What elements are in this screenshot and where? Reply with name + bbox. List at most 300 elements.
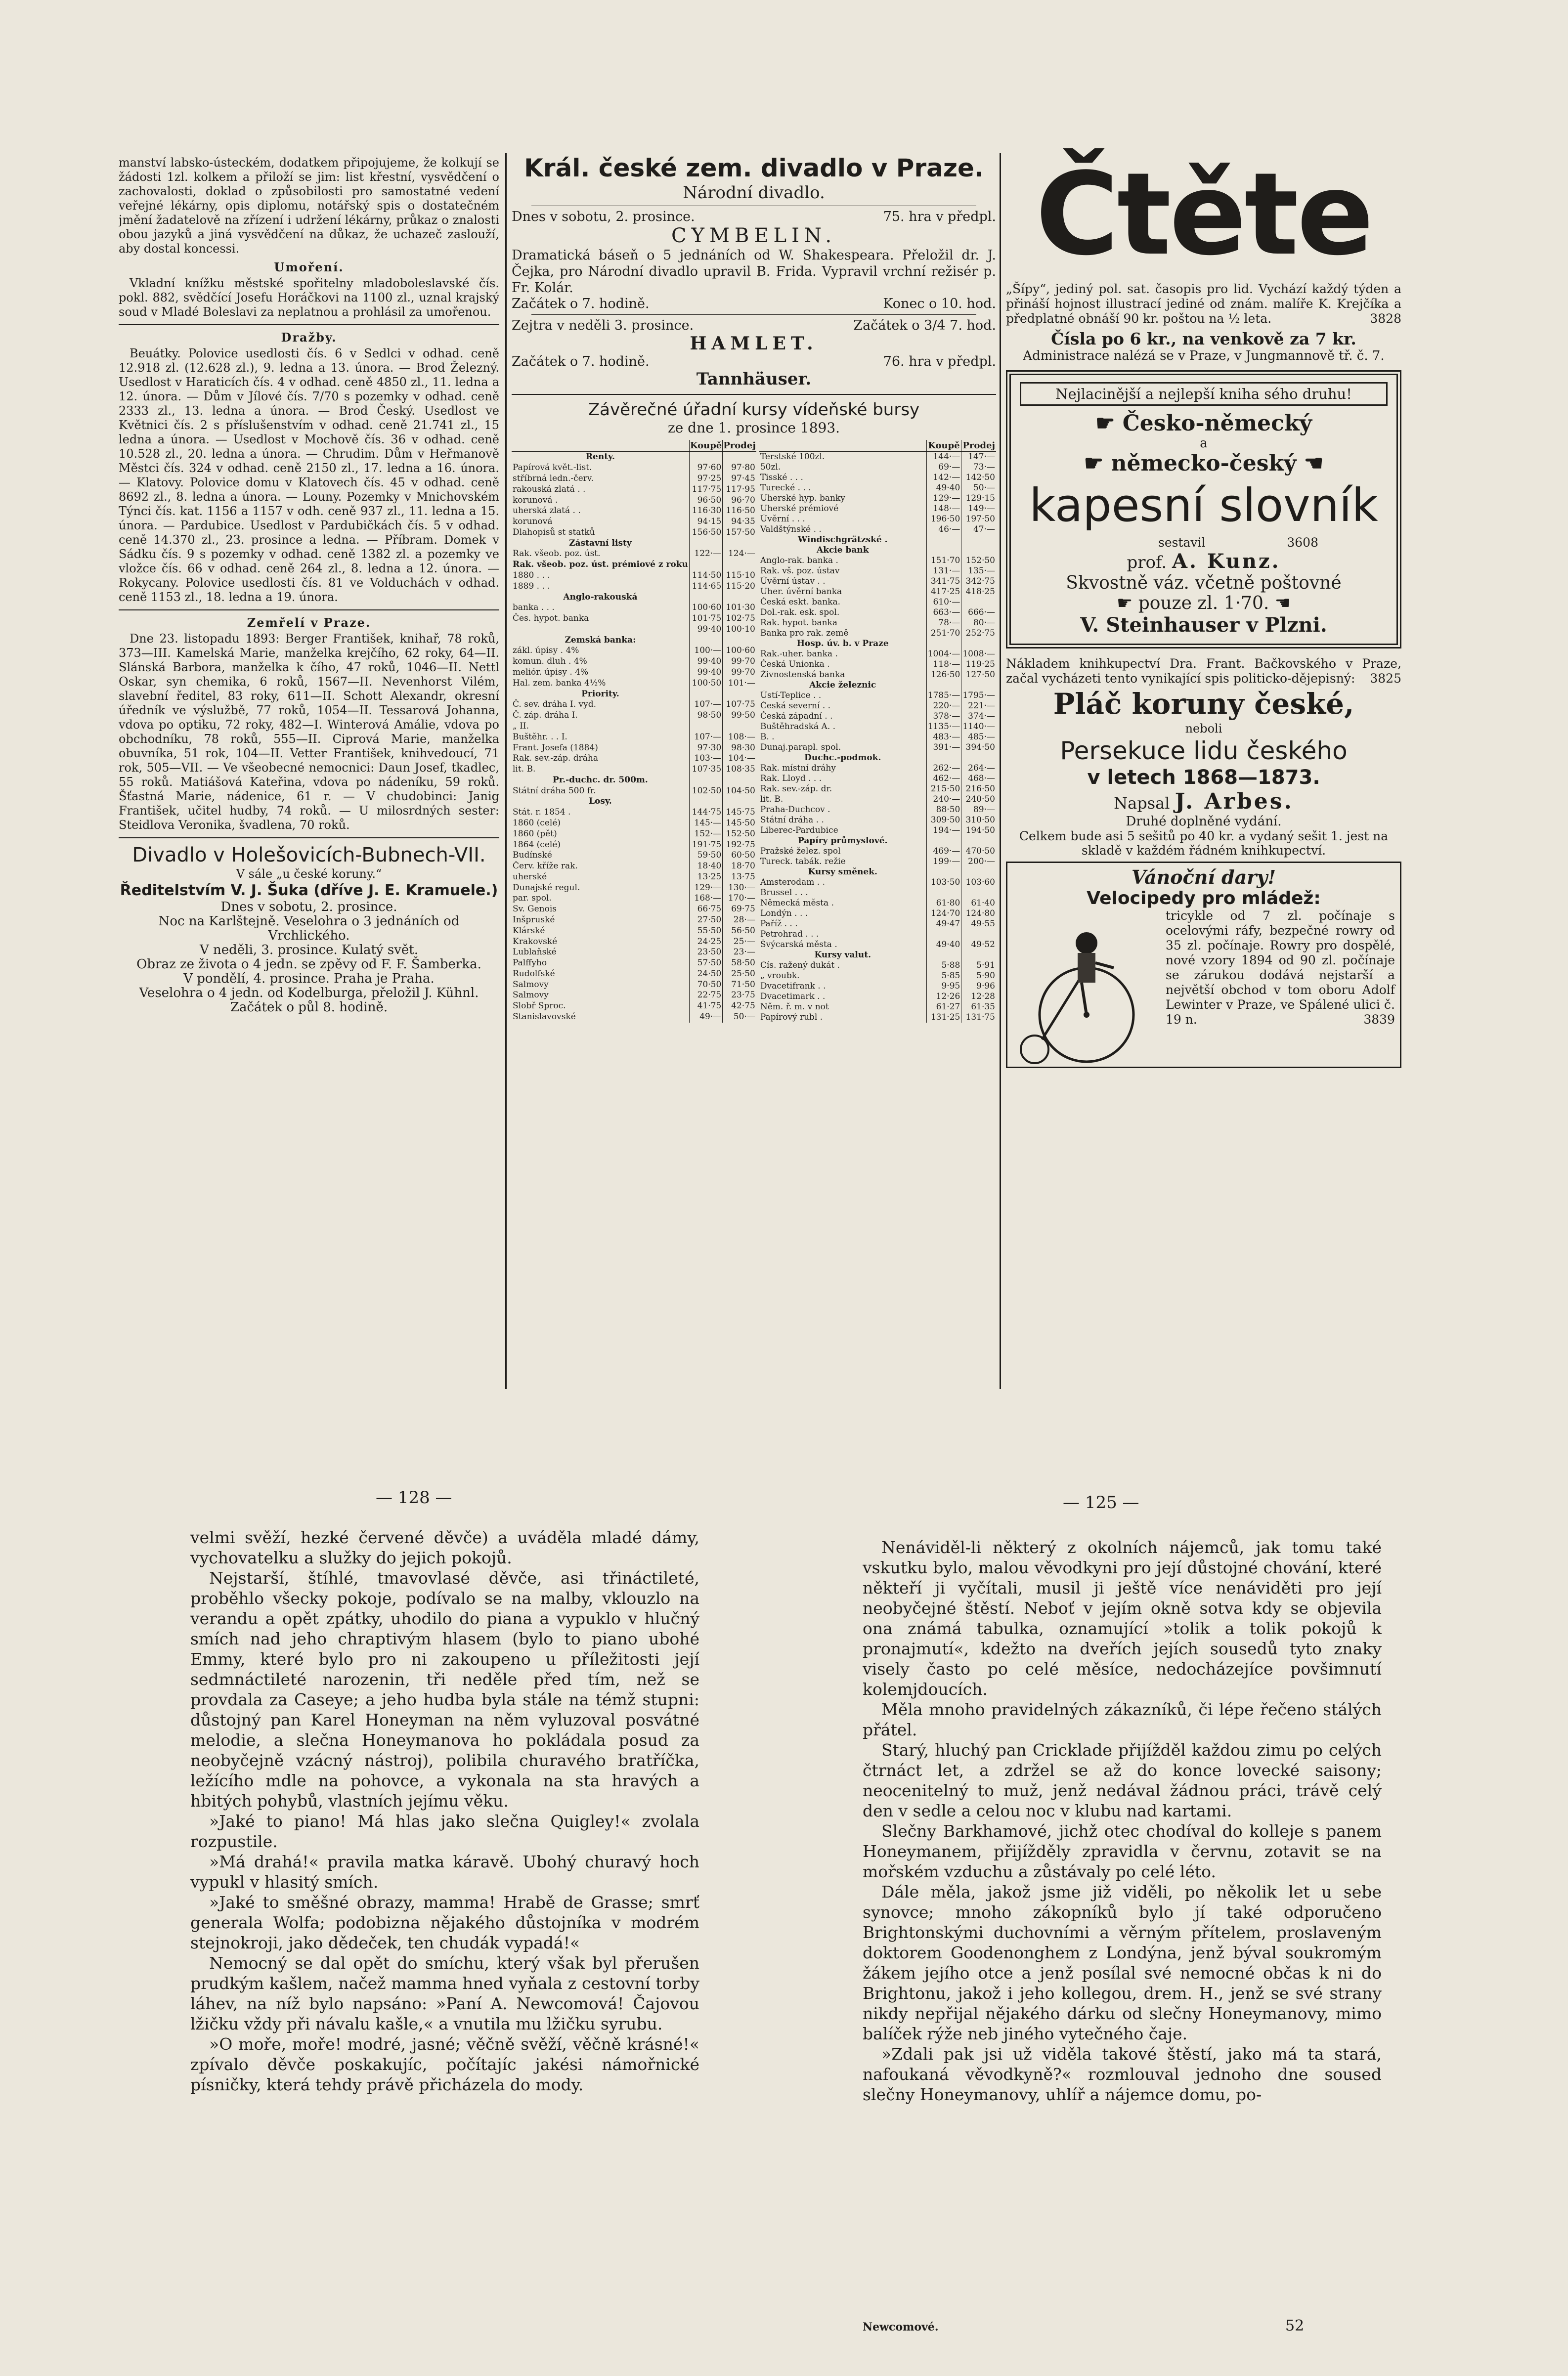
- book-subtitle: Persekuce lidu českého: [1060, 736, 1348, 765]
- bursa-buy: 61·80: [926, 898, 961, 908]
- bursa-row: [512, 871, 756, 882]
- book-paragraph: Slečny Barkhamové, jichž otec chodíval do kolleje s panem Honeymanem, přijížděly zpravidla v červnu, zotavit se na mořském vzduchu a zůstávaly po celé léto.: [863, 1821, 1382, 1881]
- bursa-label: zákl. úpisy . 4%: [513, 646, 579, 656]
- book-paragraph: »Jaké to směšné obrazy, mamma! Hrabě de Grasse; smrť generala Wolfa; podobizna nějakého důstojníka v modrém stejnokroji, jako dědeček, ten chudák vypadá!«: [190, 1893, 699, 1952]
- bursa-row: [512, 689, 756, 699]
- bursa-row: [759, 670, 996, 680]
- bursa-sell: 192·75: [723, 839, 756, 850]
- bursa-buy: 107·—: [689, 699, 722, 710]
- bursa-row: [759, 483, 996, 493]
- divider: [119, 609, 499, 610]
- pointing-hand-icon: ☚: [1296, 451, 1324, 476]
- dictionary-title-2: ☛ německo-český ☚: [1084, 451, 1324, 476]
- bursa-buy: [689, 538, 722, 549]
- bursa-label: Praha-Duchcov .: [760, 805, 830, 815]
- bursa-sell: 107·75: [723, 699, 756, 710]
- divider: [531, 314, 976, 315]
- bursa-buy: 5·88: [926, 960, 961, 971]
- bursa-label: Stanislavovské: [513, 1012, 576, 1022]
- book-page-left: [190, 1527, 699, 2328]
- bursa-buy: 41·75: [689, 1001, 722, 1012]
- intro-paragraph: manství labsko-ústeckém, dodatkem připojujeme, že kolkují se žádosti 1zl. kolkem a přiloží se jim: list křestní, vysvědčení o zachovalosti, doklad o způsobilosti pro samostatné vedení veřejné lékárny, opis diplomu, notářský spis o dostatečném jmění žadatelově na zřízení i udržení lékárny, průkaz o znalosti obou jazyků a jiná vysvědčení na důkaz, že uchazeč zaslouží, aby dostal koncessi.: [119, 156, 499, 256]
- bursa-sell: 101·—: [723, 678, 756, 689]
- bursa-label: Kursy směnek.: [808, 867, 877, 877]
- bursa-label: Česká Unionka .: [760, 659, 830, 669]
- bicycle-heading: Vánoční dary!: [1132, 866, 1276, 888]
- bursa-row: [759, 587, 996, 597]
- bursa-row: [759, 514, 996, 524]
- bursa-buy: [689, 452, 722, 463]
- bursa-label: Amsterodam . .: [760, 877, 825, 887]
- play-title: CYMBELIN.: [671, 224, 837, 247]
- bursa-buy: 24·25: [689, 936, 722, 947]
- bursa-sell: [961, 836, 996, 846]
- program-number: 76. hra v předpl.: [883, 354, 996, 369]
- bursa-label: Rudolfské: [513, 968, 555, 979]
- dictionary-price: ☛ pouze zl. 1·70. ☚: [1116, 593, 1291, 613]
- bursa-row: [512, 861, 756, 872]
- bursa-sell: 470·50: [961, 846, 996, 857]
- bursa-buy: 251·70: [926, 628, 961, 639]
- bursa-sell: 124·—: [723, 549, 756, 560]
- bursa-sell: 264·—: [961, 763, 996, 774]
- bursa-label: Rak. vš. poz. ústav: [760, 566, 840, 576]
- bursa-sell: 9·96: [961, 981, 996, 992]
- bursa-buy: [926, 639, 961, 649]
- bursa-sell: 104·50: [723, 785, 756, 796]
- umoreni-paragraph: Vkladní knížku městské spořitelny mladoboleslavské čís. pokl. 882, svědčící Josefu Horáčkovi na 1100 zl., uznal krajský soud v Mladé Boleslavi za neplatnou a prohlásil za umořenou.: [119, 276, 499, 319]
- bursa-buy: 46·—: [926, 524, 961, 535]
- bursa-label: Papírová květ.-list.: [513, 463, 592, 473]
- bursa-buy: 116·30: [689, 506, 722, 517]
- program-number: 75. hra v předpl.: [883, 209, 996, 224]
- bursa-sell: 49·55: [961, 919, 996, 929]
- bursa-label: Salmovy: [513, 990, 549, 1000]
- bursa-label: Něm. ř. m. v not: [760, 1002, 829, 1012]
- middle-column: [512, 153, 996, 1359]
- bursa-label: Dvacetimark . .: [760, 992, 826, 1001]
- bursa-sell: 56·50: [723, 925, 756, 936]
- dictionary-big-title: kapesní slovník: [1029, 479, 1378, 532]
- bursa-label: Zemská banka:: [565, 635, 636, 645]
- bursa-buy: [926, 929, 961, 940]
- bursa-sell: 104·—: [723, 753, 756, 764]
- bursa-buy: 103·—: [689, 753, 722, 764]
- bursa-sell: 1008·—: [961, 649, 996, 659]
- bursa-label: Německá města .: [760, 898, 834, 908]
- bursa-row: [759, 680, 996, 691]
- bursa-label: Rak. sev.-záp. dráha: [513, 753, 598, 764]
- right-column: [1006, 148, 1401, 1389]
- bursa-buy: 417·25: [926, 587, 961, 597]
- bursa-sell: 145·75: [723, 807, 756, 818]
- bursa-buy: 18·40: [689, 861, 722, 872]
- bursa-row: [759, 742, 996, 753]
- sipy-text: „Šípy“, jediný pol. sat. časopis pro lid. Vychází každý týden a přináší hojnost illustrací jediné od znám. malíře K. Krejčíka a předplatné obnáší 90 kr. poštou na ½ leta.: [1006, 282, 1401, 326]
- bursa-row: [512, 958, 756, 969]
- bursa-buy: 101·75: [689, 613, 722, 624]
- bursa-row: [512, 474, 756, 484]
- bursa-label: Sv. Genois: [513, 904, 557, 914]
- bursa-row: [512, 936, 756, 947]
- bursa-sell: 100·10: [723, 624, 756, 635]
- bursa-row: [759, 898, 996, 908]
- bursa-buy: 55·50: [689, 925, 722, 936]
- bursa-row: [759, 452, 996, 463]
- bursa-row: [759, 981, 996, 992]
- bursa-row: [512, 635, 756, 646]
- left-column: [119, 156, 499, 1362]
- bursa-row: [759, 691, 996, 701]
- bursa-sell: 97·80: [723, 463, 756, 474]
- bursa-label: Papíry průmyslové.: [798, 836, 888, 846]
- bursa-row: [759, 846, 996, 857]
- bursa-sell: 99·50: [723, 710, 756, 721]
- bursa-sell: [723, 592, 756, 603]
- bursa-sell: [961, 535, 996, 545]
- bursa-label: Uher. úvěrní banka: [760, 587, 842, 597]
- bursa-row: [512, 592, 756, 603]
- bursa-sell: 221·—: [961, 701, 996, 711]
- bursa-buy: 57·50: [689, 958, 722, 969]
- bursa-buy: [689, 775, 722, 785]
- bursa-row: [759, 535, 996, 545]
- bursa-sell: 100·60: [723, 646, 756, 656]
- bursa-row: [759, 566, 996, 576]
- bursa-row: [759, 649, 996, 659]
- book-paragraph: »Zdali pak jsi už viděla takové štěstí, jako má ta stará, nafoukaná věvodkyně?« rozmlouval jednoho dne soused slečny Honeymanovy, uhlíř a nájemce domu, po-: [863, 2044, 1382, 2104]
- bursa-sell: 73·—: [961, 462, 996, 473]
- sipy-ad: [1006, 282, 1401, 326]
- bursa-row: [759, 774, 996, 784]
- bursa-sell: [723, 775, 756, 785]
- bursa-label: Hosp. úv. b. v Praze: [796, 639, 889, 648]
- bursa-row: [512, 549, 756, 560]
- bursa-label: Pražské želez. spol: [760, 846, 841, 856]
- bursa-label: Petrohrad . . .: [760, 929, 819, 939]
- bursa-date: ze dne 1. prosince 1893.: [667, 420, 840, 436]
- bursa-buy: 126·50: [926, 670, 961, 680]
- bursa-buy: 168·—: [689, 893, 722, 904]
- zemreli-paragraph: Dne 23. listopadu 1893: Berger František, knihař, 78 roků, 373—III. Kamelská Marie, manželka krejčího, 62 roky, 64—II. Slánská Barbora, manželka k čího, 47 roků, 1046—II. Nettl Oskar, syn chemika, 6 roků, 1567—II. Nevenhorst Vilém, slavební ředitel, 83 roky, 611—II. Schott Alexandr, okresní úředník ve výslužbě, 77 roků, 1054—II. Tessarová Johanna, vdova po optiku, 72 roky, 482—I. Winterová Amálie, vdova po obchodníku, 78 roků, 555—II. Ciprová Marie, manželka obuvníka, 51 rok, 104—II. Vetter František, knihvedoucí, 71 rok, 505—VII. — Ve všeobecné nemocnici: Daun Josef, tkadlec, 55 roků. Matiášová Kateřina, vdova po nádeníku, 59 roků. Šťastná Marie, nádenice, 61 r. — V chudobinci: Janig František, učitel hudby, 74 roků. — U milosrdných sester: Steidlova Veronika, švadlena, 70 roků.: [119, 632, 499, 832]
- bursa-buy: 151·70: [926, 556, 961, 566]
- bursa-sell: 1795·—: [961, 691, 996, 701]
- divadlo-line: Začátek o půl 8. hodině.: [230, 1000, 388, 1015]
- bursa-label: Anglo-rak. banka .: [760, 556, 838, 565]
- bursa-row: [759, 722, 996, 732]
- dictionary-sestavil: sestavil: [1158, 535, 1206, 550]
- dictionary-author: prof. A. Kunz.: [1127, 550, 1281, 573]
- bursa-sell: 152·50: [961, 556, 996, 566]
- bursa-label: [512, 624, 689, 635]
- bursa-row: [759, 732, 996, 742]
- bursa-buy: [689, 796, 722, 807]
- bursa-sell: [961, 867, 996, 877]
- bursa-label: rakouská zlatá . .: [513, 484, 586, 494]
- bursa-row: [512, 796, 756, 807]
- bursa-label: Státní dráha 500 fr.: [513, 785, 596, 796]
- bursa-buy: 1785·—: [926, 691, 961, 701]
- bursa-buy: 1004·—: [926, 649, 961, 659]
- bursa-row: [759, 857, 996, 867]
- bursa-sell: 1140·—: [961, 722, 996, 732]
- bursa-buy: 148·—: [926, 504, 961, 514]
- bursa-sell: [723, 538, 756, 549]
- bursa-buy: 13·25: [689, 871, 722, 882]
- bursa-row: [759, 639, 996, 649]
- bursa-label: Kursy valut.: [814, 950, 871, 960]
- bursa-buy: 129·—: [926, 493, 961, 504]
- bursa-label: lit. B.: [760, 794, 784, 804]
- bursa-sell: 94·35: [723, 517, 756, 527]
- drazby-heading: Dražby.: [281, 330, 337, 345]
- pointing-hand-icon: ☛: [1116, 593, 1138, 613]
- bursa-label: korunová .: [513, 495, 558, 505]
- bursa-sell: 12·28: [961, 992, 996, 1002]
- bursa-label: Brussel . . .: [760, 888, 808, 898]
- bursa-sell: 119·25: [961, 659, 996, 670]
- bursa-row: [759, 628, 996, 639]
- bursa-row: [759, 784, 996, 794]
- bursa-buy: 1135·—: [926, 722, 961, 732]
- bursa-sell: 80·—: [961, 618, 996, 628]
- bursa-buy: 98·50: [689, 710, 722, 721]
- bursa-table-right: [759, 440, 996, 1023]
- bursa-sell: 666·—: [961, 607, 996, 618]
- book-paragraph: »Jaké to piano! Má hlas jako slečna Quigley!« zvolala rozpustile.: [190, 1812, 699, 1851]
- bursa-row: [512, 624, 756, 635]
- bursa-row: [512, 925, 756, 936]
- bursa-label: 1860 (celé): [513, 818, 561, 828]
- dictionary-author-row: [1020, 535, 1388, 550]
- bursa-row: [759, 504, 996, 514]
- bursa-buy: 94·15: [689, 517, 722, 527]
- bursa-row: [759, 805, 996, 815]
- bursa-row: [759, 919, 996, 929]
- bursa-label: Rak. všeob. poz. úst. prémiové z roku: [513, 560, 688, 570]
- bursa-buy: 97·25: [689, 474, 722, 484]
- bursa-sell: [961, 950, 996, 960]
- bursa-buy: 102·50: [689, 785, 722, 796]
- bursa-row: [759, 576, 996, 587]
- bursa-row: [512, 603, 756, 613]
- bursa-label: Renty.: [585, 452, 615, 462]
- column-rule: [505, 153, 507, 1389]
- bursa-sell: 61·35: [961, 1002, 996, 1012]
- bursa-row: [759, 473, 996, 483]
- bursa-buy: 378·—: [926, 711, 961, 722]
- bursa-buy: 49·40: [926, 483, 961, 493]
- divadlo-subtitle: V sále „u české koruny.“: [236, 867, 382, 881]
- divadlo-line: V pondělí, 4. prosince. Praha je Praha.: [183, 971, 435, 986]
- bursa-row: [759, 992, 996, 1002]
- bursa-sell: 194·50: [961, 825, 996, 836]
- bicycle-body: [1012, 908, 1395, 1067]
- bursa-label: Česká eskt. banka.: [760, 597, 841, 607]
- bursa-label: Valdštýnské . .: [760, 524, 822, 534]
- bursa-label: 1860 (pět): [513, 828, 557, 839]
- bursa-row: [512, 656, 756, 667]
- bursa-buy: [926, 753, 961, 763]
- bursa-label: Česká západní . .: [760, 711, 833, 721]
- bursa-sell: 58·50: [723, 958, 756, 969]
- bursa-buy: 24·50: [689, 969, 722, 980]
- bursa-buy: 103·50: [926, 877, 961, 888]
- bursa-row: [759, 556, 996, 566]
- bursa-row: [512, 710, 756, 721]
- bursa-buy: 196·50: [926, 514, 961, 524]
- bursa-label: Čes. hypot. banka: [513, 613, 589, 624]
- bursa-label: Rak. všeob. poz. úst.: [513, 549, 601, 559]
- bursa-sell: 49·52: [961, 940, 996, 950]
- bursa-row: [759, 836, 996, 846]
- bursa-buy: 309·50: [926, 815, 961, 825]
- bursa-label: Uherské prémiové: [760, 504, 839, 514]
- bursa-row: [759, 753, 996, 763]
- bursa-buy: 199·—: [926, 857, 961, 867]
- velocipede-illustration: [1012, 908, 1161, 1067]
- bursa-buy: 5·85: [926, 971, 961, 981]
- book-edition: Druhé doplněné vydání.: [1126, 814, 1282, 829]
- bursa-row: [759, 867, 996, 877]
- bursa-buy: 100·50: [689, 678, 722, 689]
- bursa-buy: [689, 635, 722, 646]
- bursa-buy: 122·—: [689, 549, 722, 560]
- bursa-row: [512, 742, 756, 753]
- bursa-buy: 59·50: [689, 850, 722, 861]
- bursa-sell: 13·75: [723, 871, 756, 882]
- bursa-label: Rak. Lloyd . . .: [760, 774, 822, 783]
- bursa-buy: [926, 950, 961, 960]
- bursa-buy: 61·27: [926, 1002, 961, 1012]
- bursa-label: Paříž . . .: [760, 919, 798, 929]
- bursa-buy: 99·40: [689, 656, 722, 667]
- bursa-row: [512, 538, 756, 549]
- bursa-row: [512, 850, 756, 861]
- bursa-sell: 108·—: [723, 732, 756, 742]
- book-neboli: neboli: [1185, 722, 1222, 735]
- bursa-row: [512, 463, 756, 474]
- theatre-title: Král. české zem. divadlo v Praze.: [524, 154, 984, 182]
- pointing-hand-icon: ☛: [1095, 411, 1123, 436]
- bursa-sell: 394·50: [961, 742, 996, 753]
- bursa-label: Státní dráha . .: [760, 815, 824, 825]
- bursa-label: meliór. úpisy . 4%: [513, 667, 589, 678]
- bursa-buy: [926, 545, 961, 556]
- bursa-label: Červ. kříže rak.: [513, 861, 578, 871]
- pointing-hand-icon: ☚: [1269, 593, 1291, 613]
- bursa-row: [759, 524, 996, 535]
- bursa-row: [759, 607, 996, 618]
- book-paragraph: Dále měla, jakož jsme již viděli, po několik let u sebe synovce; mnoho zákopníků bylo jí také odporučeno Brightonskými duchovními a věrným přítelem, proslaveným doktorem Goodenonghem z Londýna, jenž býval soukromým žákem jejího otce a jenž posílal své nemocné občas k ni do Brightonu, jakož i jeho kollegou, drem. H., jenž se své strany nikdy nepřijal nějakého dárku od slečny Honeymanovy, mimo balíček rýže neb jiného vytečného čaje.: [863, 1882, 1382, 2043]
- bursa-sell: 129·15: [961, 493, 996, 504]
- bursa-label: „ II.: [513, 721, 529, 731]
- bursa-sell: 42·75: [723, 1001, 756, 1012]
- divider: [512, 394, 996, 395]
- bursa-row: [512, 570, 756, 581]
- bursa-sell: 97·45: [723, 474, 756, 484]
- bursa-sell: [961, 888, 996, 898]
- bursa-label: Buštěhr. . . I.: [513, 732, 567, 742]
- bursa-sell: 135·—: [961, 566, 996, 576]
- bursa-label: komun. dluh . 4%: [513, 656, 587, 667]
- bursa-label: Turecké . . .: [760, 483, 811, 493]
- bursa-buy: 99·40: [689, 624, 722, 635]
- bursa-row: [759, 659, 996, 670]
- bursa-row: [512, 915, 756, 926]
- bursa-buy: 194·—: [926, 825, 961, 836]
- bursa-label: Rak. sev.-záp. dr.: [760, 784, 832, 794]
- bursa-label: Cís. ražený dukát .: [760, 960, 840, 970]
- bursa-buy: 66·75: [689, 904, 722, 915]
- bursa-row: [759, 493, 996, 504]
- bursa-buy: 96·50: [689, 495, 722, 506]
- bursa-buy: 145·—: [689, 818, 722, 829]
- bursa-sell: 115·20: [723, 581, 756, 592]
- program-line: [512, 296, 996, 311]
- ad-number: 3608: [1287, 535, 1318, 550]
- bursa-row: [759, 971, 996, 981]
- bursa-sell: 47·—: [961, 524, 996, 535]
- bursa-row: [759, 1012, 996, 1023]
- play-title: Tannhäuser.: [696, 369, 812, 389]
- bursa-sell: 96·70: [723, 495, 756, 506]
- bursa-sell: 170·—: [723, 893, 756, 904]
- bursa-label: B. .: [760, 732, 775, 742]
- bursa-sell: 60·50: [723, 850, 756, 861]
- bursa-buy: 114·65: [689, 581, 722, 592]
- bursa-row: [512, 517, 756, 527]
- bursa-label: Dunaj.parapl. spol.: [760, 742, 841, 752]
- program-date: Dnes v sobotu, 2. prosince.: [512, 209, 695, 224]
- bursa-row: [512, 646, 756, 656]
- bursa-row: [512, 699, 756, 710]
- bursa-row: [759, 888, 996, 898]
- bursa-label: Rak.-uher. banka .: [760, 649, 838, 659]
- bursa-row: [512, 893, 756, 904]
- bursa-label: Papírový rubl .: [760, 1012, 823, 1022]
- book-paragraph: Nejstarší, štíhlé, tmavovlasé děvče, asi třináctileté, proběhlo všecky pokoje, podívalo se na malby, vklouzlo na verandu a opět zpátky, uhodilo do piana a vypuklo v hlučný smích nad jeho chraptivým hlasem (bylo to piano ubohé Emmy, které bylo pro ni zakoupeno u příležitosti její sedmnáctileté narozenin, tři neděle před tím, než se provdala za Caseye; a jeho hudba byla stále na témž stupni: důstojný pan Karel Honeyman na něm vyluzoval posvátné melodie, a slečna Honeymanova ho pokládala posud za neobyčejně vzácný nástroj), polibila churavého bratříčka, ležícího mdle na pohovce, a vykonala na sta hravých a hbitých pohybů, vlastních jejímu věku.: [190, 1568, 699, 1811]
- bursa-buy: 12·26: [926, 992, 961, 1002]
- bursa-sell: 69·75: [723, 904, 756, 915]
- bursa-row: [512, 678, 756, 689]
- bursa-sell: [961, 597, 996, 607]
- bursa-label: Palffyho: [513, 958, 547, 968]
- bursa-label: Dol.-rak. esk. spol.: [760, 607, 840, 617]
- bursa-row: [759, 908, 996, 919]
- bursa-heading: Závěrečné úřadní kursy vídeňské bursy: [588, 400, 920, 420]
- bursa-label: Anglo-rakouská: [563, 592, 638, 602]
- bursa-sell: 5·90: [961, 971, 996, 981]
- drazby-paragraph: Beuátky. Polovice usedlosti čís. 6 v Sedlci v odhad. ceně 12.918 zl. (12.628 zl.), 9. ledna a 13. února. — Brod Železný. Usedlost v Haraticích čís. 4 v odhad. ceně 4850 zl., 11. ledna a 12. února. — Dům v Jílové čís. 7/70 s pozemky v odhad. ceně 2333 zl., 13. ledna a února. — Brod Český. Usedlost ve Květnici čís. 2 s příslušenstvím v odhad. ceně 21.741 zl., 15 ledna a února. — Usedlost v Mochově čís. 36 v odhad. ceně 10.528 zl., 20. ledna a února. — Chrudim. Dům v Heřmanově Městci čís. 324 v odhad. ceně 2150 zl., 17. ledna a 16. února. — Klatovy. Polovice domu v Klatovech čís. 45 v odhad. ceně 8692 zl., 8. ledna a února. — Louny. Pozemky v Mnichovském Týnci čís. kat. 1156 a 1157 v odh. ceně 937 zl., 11. ledna a 15. února. — Pardubice. Usedlost v Pardubičkách čís. 5 v odhad. ceně 14.370 zl., 23. prosince a ledna. — Příbram. Domek v Sádku čís. 9 s pozemky v odhad. ceně 1382 zl. a pozemky ve vložce čís. 66 v odhad. ceně 264 zl., 8. ledna a 12. února. — Rokycany. Polovice usedlosti čís. 81 ve Volduchách v odhad. ceně 1153 zl., 18. ledna a 19. února.: [119, 346, 499, 604]
- bursa-buy: 131·25: [926, 1012, 961, 1023]
- bursa-buy: 27·50: [689, 915, 722, 926]
- column-header: Koupě: [926, 440, 961, 452]
- bursa-sell: 145·50: [723, 818, 756, 829]
- divider: [119, 837, 499, 838]
- bursa-sell: 117·95: [723, 484, 756, 495]
- bursa-label: Krakovské: [513, 936, 558, 947]
- bursa-row: [759, 825, 996, 836]
- bursa-row: [759, 950, 996, 960]
- bursa-label: Pr.-duchc. dr. 500m.: [553, 775, 648, 785]
- bursa-label: 1864 (celé): [513, 839, 561, 850]
- bursa-buy: [689, 592, 722, 603]
- program-end: Konec o 10. hod.: [883, 296, 996, 311]
- bursa-label: Hal. zem. banka 4½%: [513, 678, 606, 688]
- bursa-sell: 149·—: [961, 504, 996, 514]
- bursa-sell: 252·75: [961, 628, 996, 639]
